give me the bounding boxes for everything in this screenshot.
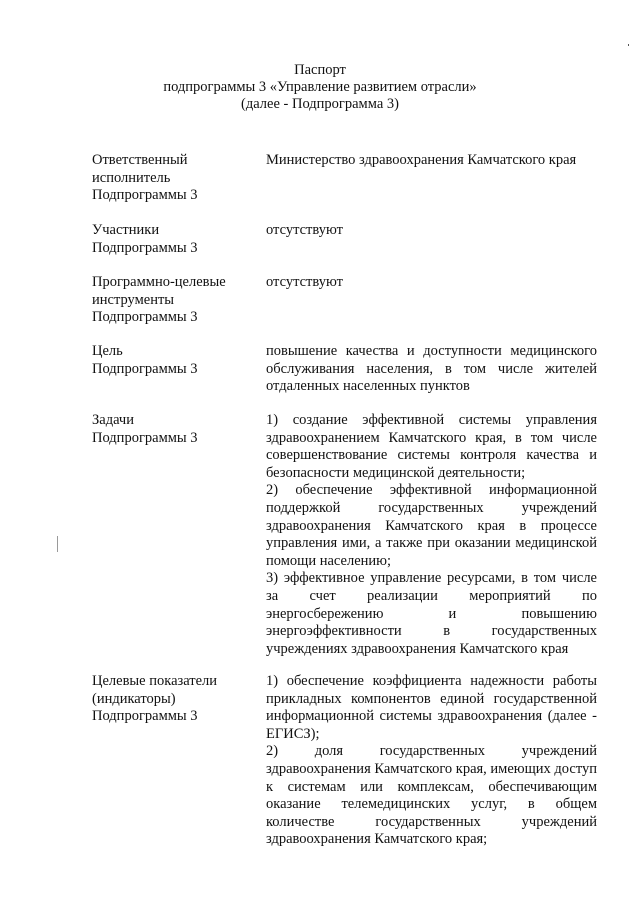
value-paragraph: 2) обеспечение эффективной информационной поддержкой государственных учреждений здравоохранения Камчатского края в процессе управления ими, а также при оказании медицинской помощи населению; xyxy=(266,482,597,569)
value-paragraph: отсутствуют xyxy=(266,274,343,290)
row-value xyxy=(266,222,597,240)
title-line-2: подпрограммы 3 «Управление развитием отрасли» xyxy=(163,79,477,95)
label-line: Программно-целевые xyxy=(92,274,226,290)
value-paragraph: 2) доля государственных учреждений здравоохранения Камчатского края, имеющих доступ к системам или комплексам, обеспечивающим оказание телемедицинских услуг, в общем количестве государственных учреждений здравоохранения Камчатского края; xyxy=(266,743,598,848)
label-line: Целевые показатели xyxy=(92,673,218,689)
margin-mark xyxy=(628,44,629,46)
value-paragraph: повышение качества и доступности медицинского обслуживания населения, в том числе жителей отдаленных населенных пунктов xyxy=(266,343,597,395)
label-line: Цель xyxy=(92,343,123,359)
row-value xyxy=(266,274,597,292)
label-line: Подпрограммы 3 xyxy=(92,187,198,204)
binding-mark xyxy=(57,536,58,552)
value-paragraph: 3) эффективное управление ресурсами, в том числе за счет реализации мероприятий по энергосбережению и повышению энергоэффективности в государственных учреждениях здравоохранения Камчатского края xyxy=(266,570,597,657)
value-paragraph: Министерство здравоохранения Камчатского края xyxy=(266,152,577,168)
row-value xyxy=(266,152,597,170)
row-value xyxy=(266,673,597,849)
title-line-1: Паспорт xyxy=(294,62,346,78)
label-line: Участники xyxy=(92,222,160,238)
title-line-3: (далее - Подпрограмма 3) xyxy=(241,96,399,112)
row-value xyxy=(266,412,597,658)
label-line: Задачи xyxy=(92,412,134,428)
label-line: (индикаторы) xyxy=(92,690,176,707)
label-line: инструменты xyxy=(92,291,175,308)
row-label xyxy=(92,152,252,205)
row-value xyxy=(266,343,597,396)
row-label xyxy=(92,343,252,378)
label-line: Подпрограммы 3 xyxy=(92,360,198,377)
row-label xyxy=(92,274,252,327)
label-line: Подпрограммы 3 xyxy=(92,429,198,446)
value-paragraph: 1) создание эффективной системы управления здравоохранением Камчатского края, в том числе совершенствование системы контроля качества и безопасности медицинской деятельности; xyxy=(266,412,597,481)
label-line: Ответственный xyxy=(92,152,188,168)
row-label xyxy=(92,222,252,257)
label-line: Подпрограммы 3 xyxy=(92,239,198,256)
label-line: исполнитель xyxy=(92,169,171,186)
passport-title xyxy=(0,62,640,113)
row-label xyxy=(92,412,252,447)
value-paragraph: 1) обеспечение коэффициента надежности работы прикладных компонентов единой государственной информационной системы здравоохранения (далее - ЕГИСЗ); xyxy=(266,673,597,742)
value-paragraph: отсутствуют xyxy=(266,222,343,238)
label-line: Подпрограммы 3 xyxy=(92,309,198,326)
row-label xyxy=(92,673,252,726)
label-line: Подпрограммы 3 xyxy=(92,708,198,725)
